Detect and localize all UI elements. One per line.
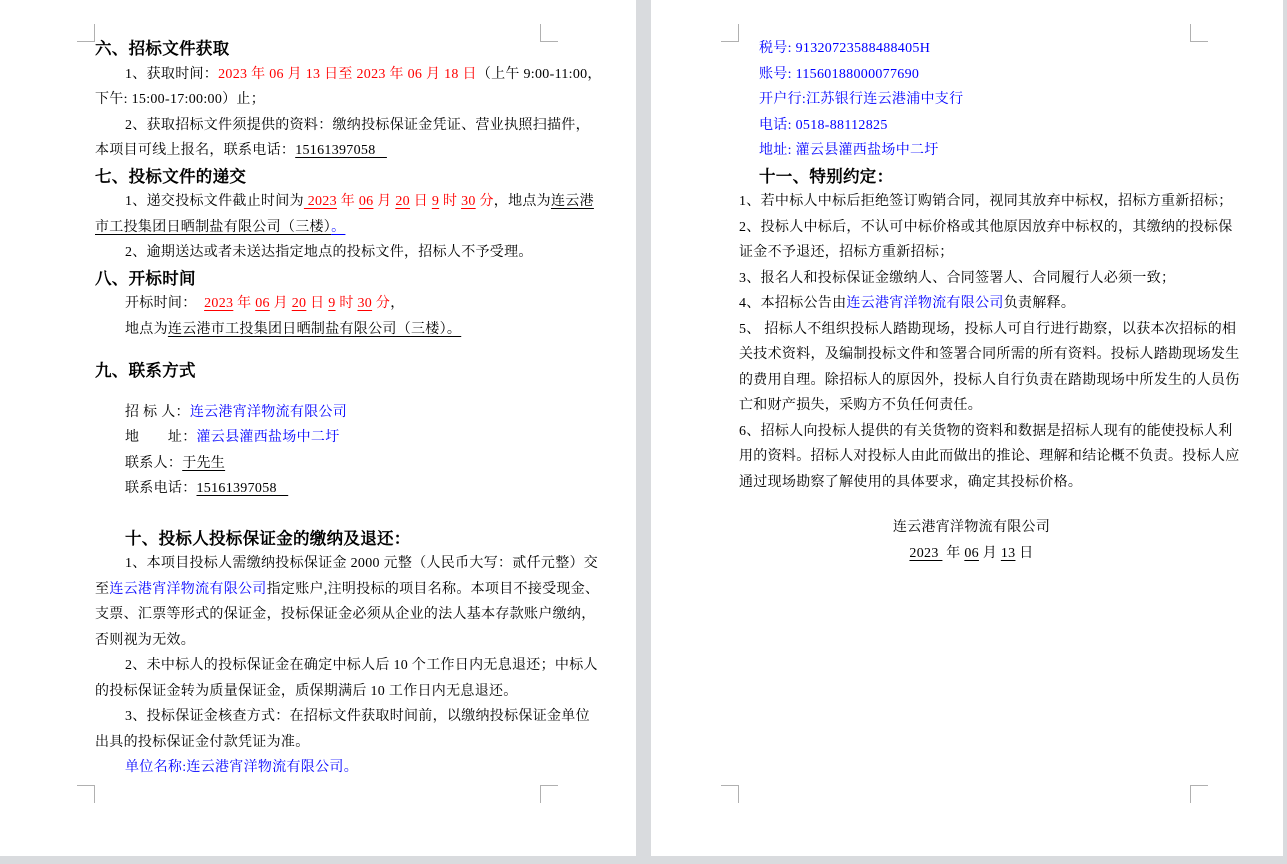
text-line	[95, 551, 599, 577]
text-segment: 时	[439, 194, 462, 209]
text-segment: 地 址：	[125, 430, 197, 445]
text-segment: 税号: 91320723588488405H	[759, 41, 931, 56]
text-segment: 9	[328, 296, 336, 311]
text-segment: 灌云县灌西盐场中二圩	[196, 430, 340, 445]
section-heading	[739, 164, 1204, 190]
text-segment: 1、获取时间：	[125, 66, 219, 82]
margin-crop-mark-bottom-right	[1190, 785, 1208, 803]
text-segment: 连云港	[550, 194, 594, 209]
text-line	[95, 451, 555, 477]
text-segment: 联系电话：	[125, 481, 197, 496]
text-segment: 6、招标人向投标人提供的有关货物的资料和数据是招标人现有的能使投标人利	[739, 423, 1233, 439]
page-right-gap	[1283, 0, 1287, 864]
text-segment: 亡和财产损失，采购方不负任何责任。	[739, 398, 983, 413]
text-line	[739, 342, 1240, 368]
text-line	[95, 577, 600, 603]
text-segment: 年	[942, 545, 965, 561]
text-line	[739, 240, 1204, 266]
text-line	[95, 317, 555, 343]
margin-crop-mark-bottom-left	[77, 785, 95, 803]
text-segment: 的投标保证金转为质量保证金，质保期满后 10 工作日内无息退还。	[95, 683, 518, 699]
text-segment: 分	[372, 296, 391, 311]
text-segment: 3、投标保证金核查方式：在招标文件获取时间前，以缴纳投标保证金单位	[125, 709, 590, 724]
text-segment: 月	[269, 296, 292, 311]
text-area	[739, 36, 1240, 566]
text-segment: 时	[335, 296, 358, 311]
text-line	[95, 628, 555, 654]
text-segment: 否则视为无效。	[95, 632, 196, 648]
text-line	[95, 476, 555, 502]
text-line	[739, 62, 1204, 88]
text-line	[739, 393, 1204, 419]
text-line	[95, 679, 555, 705]
section-heading	[95, 358, 555, 384]
text-segment: 06	[964, 545, 979, 561]
text-line	[739, 317, 1237, 343]
text-segment: 1、若中标人中标后拒绝签订购销合同，视同其放弃中标权，招标方重新招标；	[739, 194, 1233, 209]
text-line	[95, 653, 598, 679]
text-segment: 20	[291, 296, 307, 311]
text-segment: 六、招标文件获取	[95, 39, 230, 58]
section-heading	[95, 164, 555, 190]
text-line	[739, 266, 1204, 292]
text-segment: 于先生	[182, 455, 226, 471]
text-segment: 15161397058	[196, 481, 289, 496]
text-line	[739, 291, 1204, 317]
text-segment: 电话: 0518-88112825	[759, 117, 888, 133]
text-segment: 七、投标文件的递交	[95, 166, 247, 186]
text-segment: 连云港宵洋物流有限公司	[892, 520, 1051, 535]
text-segment: 年	[233, 296, 256, 311]
text-segment: 5、 招标人不组织投标人踏勘现场，投标人可自行进行勘察，以获本次招标的相	[739, 321, 1237, 337]
text-line	[739, 541, 1204, 567]
text-line	[95, 730, 555, 756]
page-bottom-gap	[0, 856, 1287, 864]
text-segment: 30	[357, 296, 373, 311]
margin-crop-mark-top-left	[77, 24, 95, 42]
text-segment: 的费用自理。除招标人的原因外，投标人自行负责在踏勘现场中所发生的人员伤	[739, 372, 1240, 388]
text-line	[95, 502, 555, 526]
text-line	[95, 240, 555, 266]
text-segment: 下午: 15:00-17:00:00）止；	[95, 92, 266, 107]
section-heading	[95, 266, 555, 292]
text-area	[95, 36, 602, 781]
text-segment: ，	[390, 296, 405, 311]
text-segment: ，地点为	[493, 194, 551, 209]
text-line	[95, 113, 590, 139]
text-segment: 月	[978, 545, 1001, 561]
text-line	[95, 87, 555, 113]
text-segment: 2023	[909, 545, 943, 561]
text-line	[739, 36, 1204, 62]
text-line	[739, 215, 1233, 241]
text-segment: 连云港市工投集团日晒制盐有限公司（三楼）。	[167, 321, 462, 337]
document-page-left[interactable]	[0, 0, 636, 856]
margin-crop-mark-bottom-right	[540, 785, 558, 803]
text-segment: 2、投标人中标后，不认可中标价格或其他原因放弃中标权的，其缴纳的投标保	[739, 219, 1233, 235]
text-segment: 十一、特别约定：	[759, 166, 894, 186]
text-segment: 2、获取招标文件须提供的资料：缴纳投标保证金凭证、营业执照扫描件，	[125, 117, 590, 133]
text-segment: 连云港宵洋物流有限公司	[189, 404, 348, 420]
text-segment: 日	[409, 194, 432, 209]
text-segment: 2023 年 06 月 13 日至 2023 年 06 月 18 日	[218, 66, 477, 82]
text-segment: 06	[255, 296, 270, 311]
text-segment: 至	[95, 581, 110, 597]
text-segment: 2023	[303, 194, 337, 209]
text-line	[95, 291, 555, 317]
text-segment: 证金不予退还，招标方重新招标；	[739, 245, 954, 260]
text-segment: 4、本招标公告由	[739, 296, 847, 311]
text-line	[95, 215, 555, 241]
text-segment: 13	[1000, 545, 1016, 561]
text-segment: 支票、汇票等形式的保证金，投标保证金必须从企业的法人基本存款账户缴纳，	[95, 607, 596, 622]
text-segment: 20	[395, 194, 410, 209]
text-segment: 指定账户,注明投标的项目名称。本项目不接受现金、	[266, 581, 600, 597]
text-line	[95, 425, 555, 451]
text-line	[739, 138, 1204, 164]
text-line	[95, 602, 596, 628]
text-segment: 9	[431, 194, 440, 209]
text-line	[739, 189, 1233, 215]
text-segment: 联系人：	[125, 455, 183, 471]
text-segment: 通过现场勘察了解使用的具体要求，确定其投标价格。	[739, 474, 1083, 490]
text-segment: 用的资料。招标人对投标人由此而做出的推论、理解和结论概不负责。投标人应	[739, 449, 1240, 464]
text-segment: （上午 9:00-11:00，	[476, 66, 602, 82]
text-line	[739, 495, 1204, 515]
text-segment: 单位名称:连云港宵洋物流有限公司。	[125, 760, 358, 775]
text-segment: 15161397058	[295, 143, 387, 158]
text-segment: 九、联系方式	[95, 361, 196, 380]
text-segment: 2023	[204, 296, 234, 311]
text-segment: 出具的投标保证金付款凭证为准。	[95, 734, 310, 750]
text-segment: 年	[336, 194, 359, 209]
text-line	[95, 342, 555, 358]
text-segment: 十、投标人投标保证金的缴纳及退还：	[125, 528, 411, 548]
text-segment: 开标时间：	[125, 296, 205, 311]
text-line	[95, 62, 602, 88]
text-line	[95, 400, 555, 426]
text-line	[739, 419, 1233, 445]
text-segment: 2、逾期送达或者未送达指定地点的投标文件，招标人不予受理。	[125, 245, 533, 260]
margin-crop-mark-bottom-left	[721, 785, 739, 803]
text-segment: 本项目可线上报名，联系电话：	[95, 143, 296, 158]
text-line	[739, 113, 1204, 139]
text-segment: 招 标 人：	[125, 404, 190, 420]
text-segment: 2、未中标人的投标保证金在确定中标人后 10 个工作日内无息退还；中标人	[125, 658, 598, 673]
text-segment: 分	[475, 194, 494, 209]
text-line	[739, 444, 1240, 470]
text-segment: 负责解释。	[1003, 296, 1076, 311]
text-segment: 八、开标时间	[95, 268, 196, 288]
text-segment: 1、递交投标文件截止时间为	[125, 194, 304, 209]
text-segment: 月	[373, 194, 396, 209]
text-segment: 日	[1015, 545, 1034, 561]
text-line	[739, 470, 1204, 496]
text-segment: 地址: 灌云县灌西盐场中二圩	[759, 143, 939, 158]
text-segment: 关技术资料，及编制投标文件和签署合同所需的所有资料。投标人踏勘现场发生	[739, 347, 1240, 362]
text-segment: 。	[331, 219, 346, 235]
text-segment: 3、报名人和投标保证金缴纳人、合同签署人、合同履行人必须一致；	[739, 270, 1176, 286]
text-line	[739, 368, 1240, 394]
text-line	[95, 704, 590, 730]
margin-crop-mark-top-left	[721, 24, 739, 42]
text-line	[739, 515, 1204, 541]
text-segment: 连云港宵洋物流有限公司	[109, 581, 267, 597]
text-segment: 地点为	[125, 321, 168, 337]
text-segment: 账号: 11560188000077690	[759, 66, 920, 82]
text-segment: 日	[306, 296, 329, 311]
text-segment: 市工投集团日晒制盐有限公司（三楼）	[95, 219, 332, 235]
text-segment: 30	[461, 194, 476, 209]
text-line	[95, 384, 555, 400]
text-line	[739, 87, 1204, 113]
text-line	[95, 138, 555, 164]
document-page-right[interactable]	[651, 0, 1283, 856]
text-segment: 开户行:江苏银行连云港浦中支行	[759, 92, 964, 107]
text-segment: 06	[358, 194, 374, 209]
text-line	[95, 189, 594, 215]
section-heading	[95, 36, 555, 62]
text-segment: 连云港宵洋物流有限公司	[846, 296, 1004, 311]
section-heading	[95, 526, 555, 552]
text-segment: 1、本项目投标人需缴纳投标保证金 2000 元整（人民币大写：贰仟元整）交	[125, 556, 599, 571]
text-line	[95, 755, 555, 781]
